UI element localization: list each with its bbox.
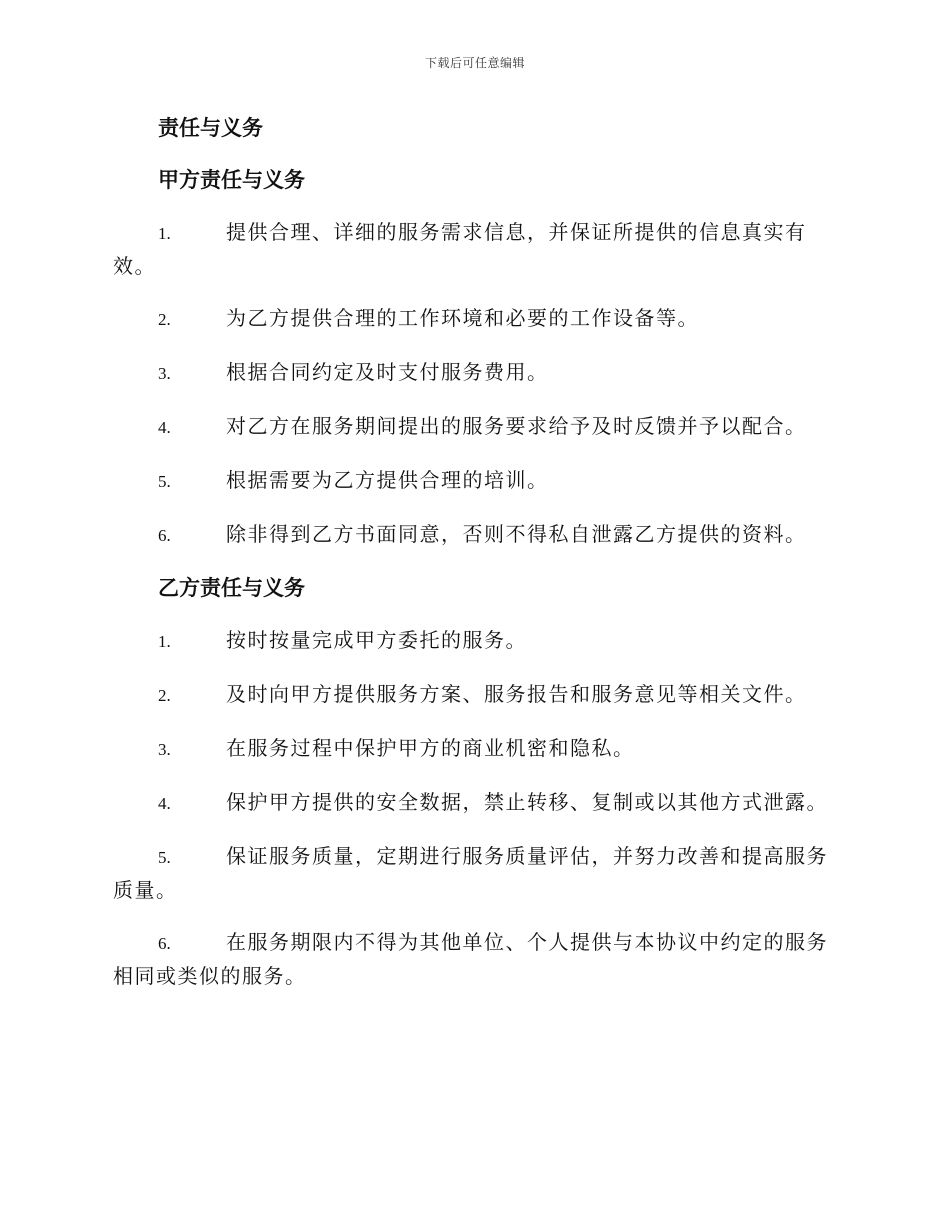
- list-item: [113, 302, 838, 336]
- item-text: 提供合理、详细的服务需求信息，并保证所提供的信息真实有效。: [113, 220, 807, 278]
- document-body: [113, 112, 838, 1012]
- item-number: 4.: [158, 794, 171, 813]
- item-text: 在服务过程中保护甲方的商业机密和隐私。: [226, 736, 635, 760]
- item-number: 3.: [158, 364, 171, 383]
- list-item: [113, 356, 838, 390]
- list-item: [113, 624, 838, 658]
- list-item: [113, 840, 838, 906]
- item-text: 为乙方提供合理的工作环境和必要的工作设备等。: [226, 306, 699, 330]
- item-number: 4.: [158, 418, 171, 437]
- item-text: 除非得到乙方书面同意，否则不得私自泄露乙方提供的资料。: [226, 522, 807, 546]
- item-text: 保护甲方提供的安全数据，禁止转移、复制或以其他方式泄露。: [226, 790, 828, 814]
- list-item: [113, 786, 838, 820]
- item-number: 6.: [158, 934, 171, 953]
- item-number: 1.: [158, 224, 171, 243]
- item-number: 3.: [158, 740, 171, 759]
- item-text: 根据需要为乙方提供合理的培训。: [226, 468, 549, 492]
- item-text: 对乙方在服务期间提出的服务要求给予及时反馈并予以配合。: [226, 414, 807, 438]
- item-text: 在服务期限内不得为其他单位、个人提供与本协议中约定的服务相同或类似的服务。: [113, 930, 828, 988]
- item-number: 5.: [158, 472, 171, 491]
- item-text: 及时向甲方提供服务方案、服务报告和服务意见等相关文件。: [226, 682, 807, 706]
- document-title: 责任与义务: [158, 115, 263, 140]
- list-item: [113, 678, 838, 712]
- item-number: 2.: [158, 310, 171, 329]
- page-header: 下载后可任意编辑: [424, 56, 525, 70]
- party-b-heading: 乙方责任与义务: [158, 575, 305, 600]
- party-a-heading: 甲方责任与义务: [158, 167, 305, 192]
- list-item: [113, 518, 838, 552]
- item-text: 保证服务质量，定期进行服务质量评估，并努力改善和提高服务质量。: [113, 844, 828, 902]
- item-number: 2.: [158, 686, 171, 705]
- item-text: 根据合同约定及时支付服务费用。: [226, 360, 549, 384]
- list-item: [113, 410, 838, 444]
- item-text: 按时按量完成甲方委托的服务。: [226, 628, 527, 652]
- item-number: 1.: [158, 632, 171, 651]
- list-item: [113, 732, 838, 766]
- item-number: 5.: [158, 848, 171, 867]
- list-item: [113, 926, 838, 992]
- list-item: [113, 464, 838, 498]
- item-number: 6.: [158, 526, 171, 545]
- list-item: [113, 216, 838, 282]
